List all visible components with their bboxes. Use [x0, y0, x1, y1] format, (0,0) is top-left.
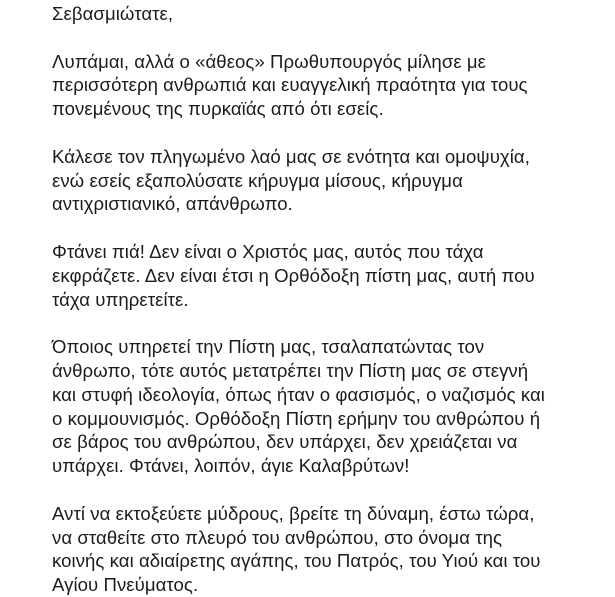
letter-body: [52, 2, 612, 597]
paragraph-2: Κάλεσε τον πληγωμένο λαό μας σε ενότητα και ομοψυχία, ενώ εσείς εξαπολύσατε κήρυγμα μίσους, κήρυγμα αντιχριστιανικό, απάνθρωπο.: [52, 145, 530, 215]
salutation: Σεβασμιώτατε,: [52, 3, 174, 24]
paragraph-1: Λυπάμαι, αλλά ο «άθεος» Πρωθυπουργός μίλησε με περισσότερη ανθρωπιά και ευαγγελική πραότητα για τους πονεμένους της πυρκαϊάς από ότι εσείς.: [52, 50, 528, 120]
paragraph-3: Φτάνει πιά! Δεν είναι ο Χριστός μας, αυτός που τάχα εκφράζετε. Δεν είναι έτσι η Ορθόδοξη πίστη μας, αυτή που τάχα υπηρετείτε.: [52, 240, 535, 310]
paragraph-4: Όποιος υπηρετεί την Πίστη μας, τσαλαπατώντας τον άνθρωπο, τότε αυτός μετατρέπει την Πίστη μας σε στεγνή και στυφή ιδεολογία, όπως ήταν ο φασισμός, ο ναζισμός και ο κομμουνισμός. Ορθόδοξη Πίστη ερήμην του ανθρώπου ή σε βάρος του ανθρώπου, δεν υπάρχει, δεν χρειάζεται να υπάρχει. Φτάνει, λοιπόν, άγιε Καλαβρύτων!: [52, 336, 545, 477]
paragraph-5: Αντί να εκτοξεύετε μύδρους, βρείτε τη δύναμη, έστω τώρα, να σταθείτε στο πλευρό του ανθρώπου, στο όνομα της κοινής και αδιαίρετης αγάπης, του Πατρός, του Υιού και του Αγίου Πνεύματος.: [52, 502, 541, 596]
